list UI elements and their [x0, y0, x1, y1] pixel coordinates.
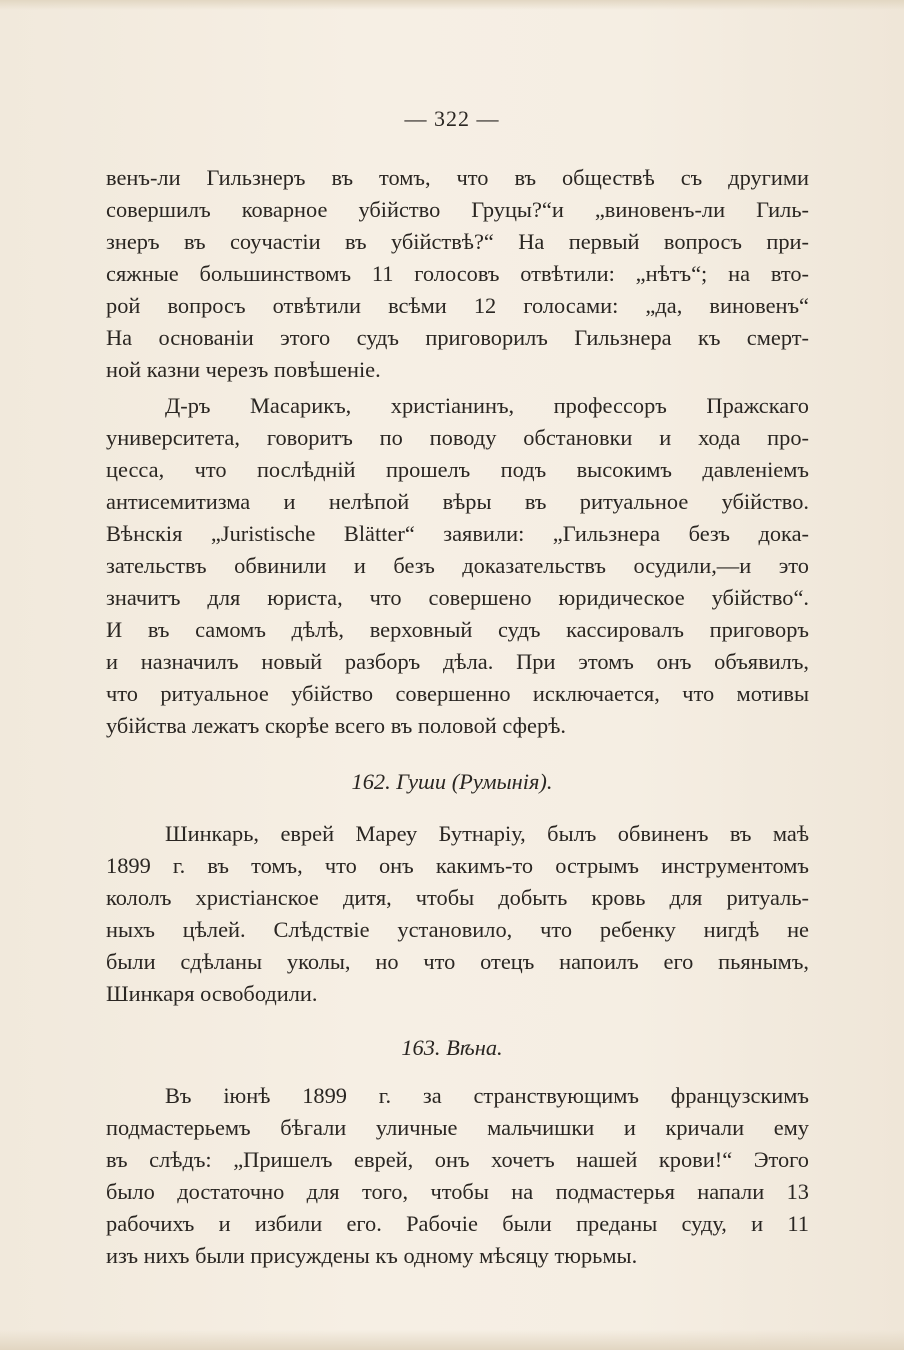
text-line: венъ-ли Гильзнеръ въ томъ, что въ обществѣ съ другими — [106, 165, 809, 190]
text-line: Д-ръ Масарикъ, христіанинъ, профессоръ Пражскаго — [165, 393, 809, 418]
text-line: университета, говоритъ по поводу обстановки и хода про- — [106, 425, 809, 450]
text-line: значитъ для юриста, что совершено юридическое убійство“. — [106, 585, 809, 610]
text-line: сяжные большинствомъ 11 голосовъ отвѣтили: „нѣтъ“; на вто- — [106, 261, 809, 286]
text-line: совершилъ коварное убійство Груцы?“и „виновенъ-ли Гиль- — [106, 197, 809, 222]
text-line: кололъ христіанское дитя, чтобы добыть кровь для ритуаль- — [106, 885, 809, 910]
text-line: рабочихъ и избили его. Рабочіе были преданы суду, и 11 — [106, 1211, 809, 1236]
text-line: На основаніи этого судъ приговорилъ Гильзнера къ смерт- — [106, 325, 809, 350]
text-line: убійства лежатъ скорѣе всего въ половой сферѣ. — [106, 713, 566, 738]
text-line: Въ іюнѣ 1899 г. за странствующимъ французскимъ — [165, 1083, 809, 1108]
text-line: И въ самомъ дѣлѣ, верховный судъ кассировалъ приговоръ — [106, 617, 809, 642]
text-line: изъ нихъ были присуждены къ одному мѣсяцу тюрьмы. — [106, 1243, 638, 1268]
text-line: рой вопросъ отвѣтили всѣми 12 голосами: „да, виновенъ“ — [106, 293, 809, 318]
text-line: было достаточно для того, чтобы на подмастерья напали 13 — [106, 1179, 809, 1204]
text-line: подмастерьемъ бѣгали уличные мальчишки и кричали ему — [106, 1115, 809, 1140]
text-line: зательствъ обвинили и безъ доказательствъ осудили,—и это — [106, 553, 809, 578]
page-top-edge — [0, 0, 904, 10]
text-line: что ритуальное убійство совершенно исключается, что мотивы — [106, 681, 809, 706]
text-line: ныхъ цѣлей. Слѣдствіе установило, что ребенку нигдѣ не — [106, 917, 809, 942]
text-line: цесса, что послѣдній прошелъ подъ высокимъ давленіемъ — [106, 457, 809, 482]
text-line: 1899 г. въ томъ, что онъ какимъ-то острымъ инструментомъ — [106, 853, 809, 878]
section-heading: 163. Вѣна. — [401, 1035, 503, 1060]
page-number: — 322 — — [404, 106, 500, 131]
text-line: были сдѣланы уколы, но что отецъ напоилъ его пьянымъ, — [106, 949, 809, 974]
text-line: Шинкарь, еврей Мареу Бутнаріу, былъ обвиненъ въ маѣ — [165, 821, 809, 846]
text-line: и назначилъ новый разборъ дѣла. При этомъ онъ объявилъ, — [106, 649, 809, 674]
section-heading: 162. Гуши (Румынія). — [351, 769, 553, 794]
text-line: Шинкаря освободили. — [106, 981, 318, 1006]
text-line: въ слѣдъ: „Пришелъ еврей, онъ хочетъ нашей крови!“ Этого — [106, 1147, 809, 1172]
text-line: антисемитизма и нелѣпой вѣры въ ритуальное убійство. — [106, 489, 809, 514]
text-line: Вѣнскія „Juristische Blätter“ заявили: „Гильзнера безъ дока- — [106, 521, 809, 546]
text-line: ной казни черезъ повѣшеніе. — [106, 357, 381, 382]
text-line: знеръ въ соучастіи въ убійствѣ?“ На первый вопросъ при- — [106, 229, 809, 254]
page-bottom-edge — [0, 1330, 904, 1350]
